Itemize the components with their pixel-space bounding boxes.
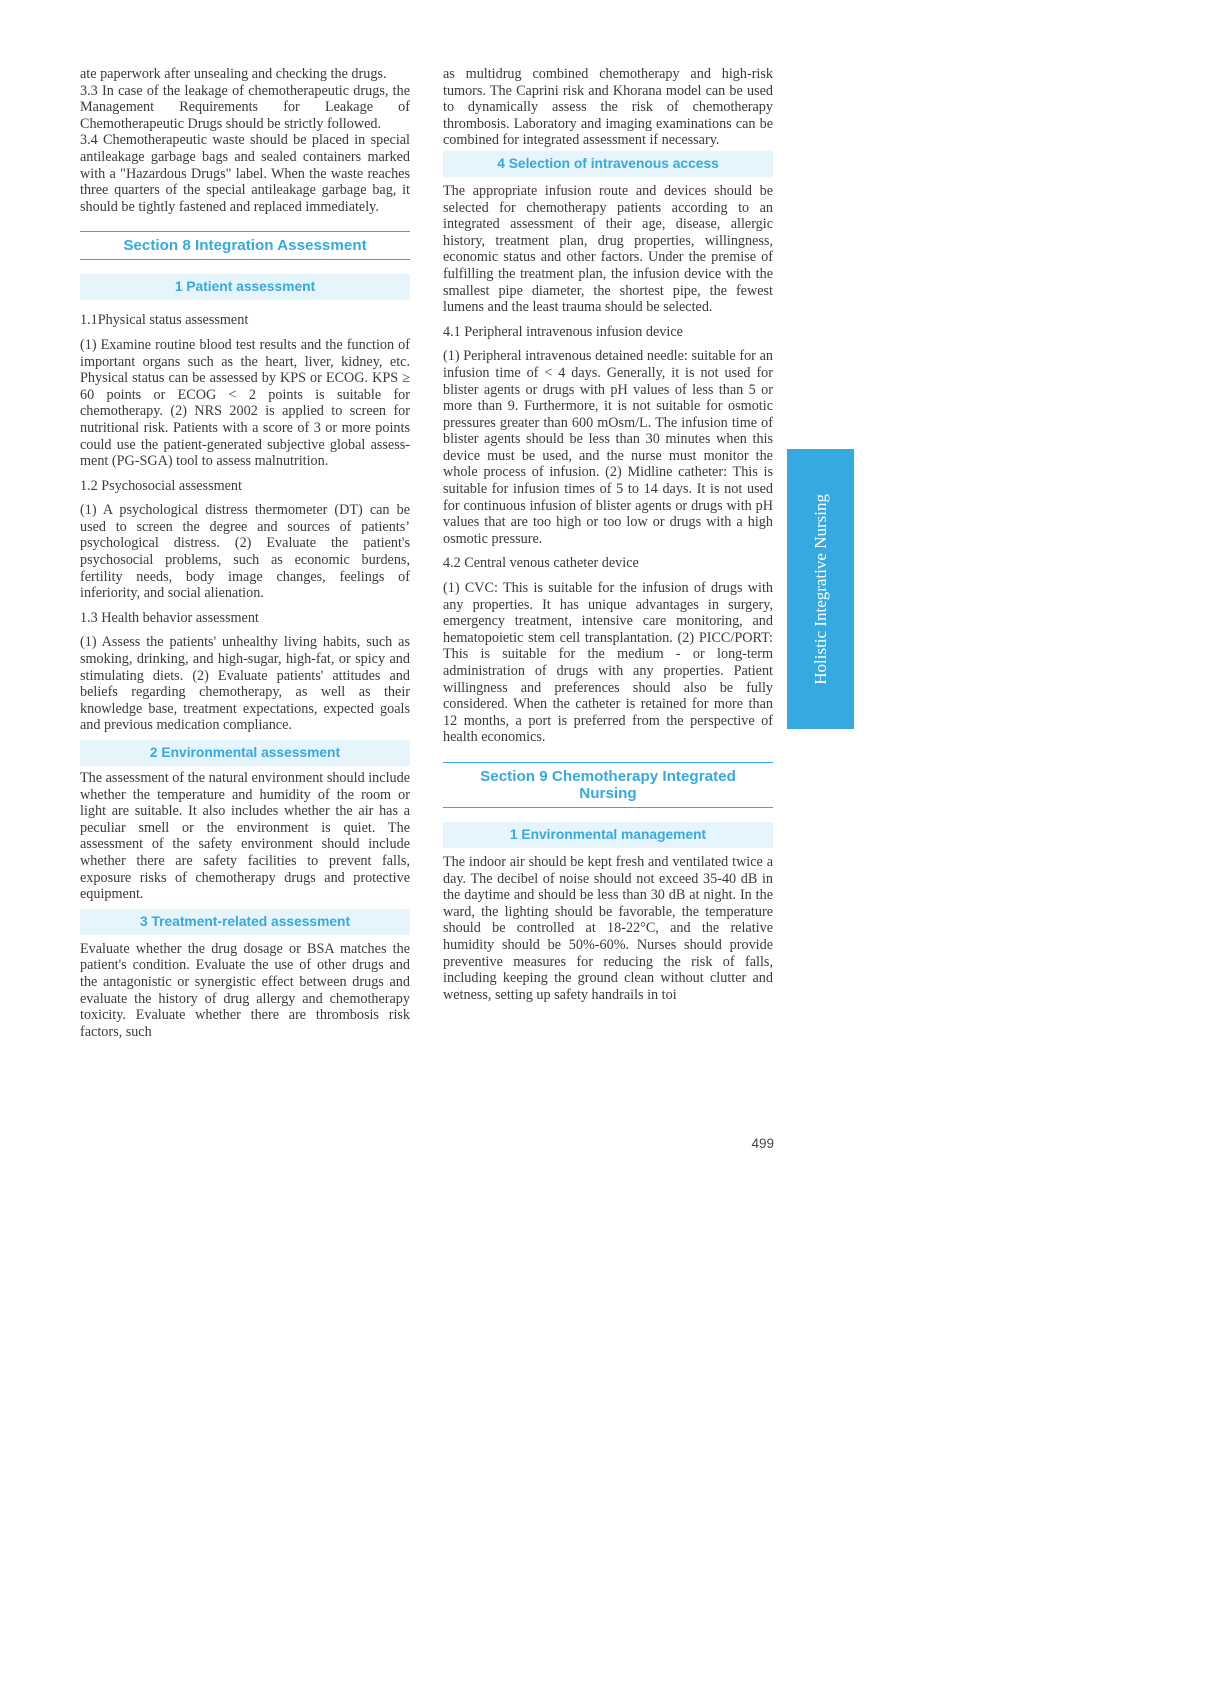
paragraph-1-3: (1) Assess the patients' unhealthy living habits, such as smoking, drinking, and high-sugar, high-fat, or spicy and stimulating diets. (2) Evaluate patients' attitudes and beliefs regarding chemotherapy, as well as their knowledge base, treatment expectations, expected goals and previous medication compliance. [80,634,410,734]
journal-side-tab-label: Holistic Integrative Nursing [810,493,830,685]
heading-patient-assessment: 1 Patient assessment [80,274,410,300]
section-8-title: Section 8 Integration Assessment [80,231,410,260]
paragraph-1-1: (1) Examine routine blood test results and the function of important organs such as the heart, liver, kidney, etc. Physical status can be assessed by KPS or ECOG. KPS ≥ 60 points or ECOG < 2 points is suitable for chemotherapy. (2) NRS 2002 is applied to screen for nutritional risk. Patients with a score of 3 or more points could use the patient-generated subjective global assessment (PG-SGA) tool to assess malnutrition. [80,336,410,470]
paragraph-intravenous-access: The appropriate infusion route and devices should be selected for chemotherapy patients according to an integrated assessment of their age, disease, allergic history, treatment plan, drug properties, willingness, economic status and other factors. Under the premise of fulfilling the treatment plan, the infusion device with the smallest pipe diameter, the shortest pipe, the fewest lumens and the least trauma should be selected. [443,182,773,316]
paragraph-continuation-right: as multidrug combined chemotherapy and high-risk tumors. The Caprini risk and Khorana model can be used to dynamically assess the risk of chemotherapy thrombosis. Laboratory and imaging examinations can be combined for integrated assessment if necessary. [443,66,773,149]
subheading-1-3: 1.3 Health behavior assessment [80,609,259,626]
heading-treatment-assessment: 3 Treatment-related assessment [80,909,410,935]
subheading-4-1: 4.1 Peripheral intravenous infusion device [443,323,683,340]
paragraph-3-4: 3.4 Chemotherapeutic waste should be placed in special antileakage garbage bags and sealed containers marked with a "Hazardous Drugs" label. When the waste reaches three quarters of the special antileakage garbage bag, it should be tightly fastened and replaced immediately. [80,132,410,215]
heading-intravenous-access: 4 Selection of intravenous access [443,151,773,177]
left-column [80,66,410,1040]
subheading-1-1: 1.1Physical status assessment [80,312,249,329]
journal-side-tab [787,449,854,729]
paragraph-4-1: (1) Peripheral intravenous detained needle: suitable for an infusion time of < 4 days. Generally, it is not used for blister agents or drugs with pH values of less than 5 or more than 9. Furthermore, it is not suitable for osmotic pressures greater than 600 mOsm/L. The infusion time of blister agents should be less than 30 minutes when this device must be used, and the nurse must monitor the whole process of infusion. (2) Midline catheter: This is suitable for infusion times of 5 to 14 days. It is not used for continuous infusion of blister agents or drugs with pH values that are too high or too low or drugs with a high osmotic pressure. [443,348,773,547]
subheading-1-2: 1.2 Psychosocial assessment [80,477,242,494]
paragraph-4-2: (1) CVC: This is suitable for the infusion of drugs with any properties. It has unique advantages in surgery, emergency treatment, intensive care monitoring, and hematopoietic stem cell transplantation. (2) PICC/PORT: This is suitable for the medium - or long-term administration of drugs with any properties. Patient willingness and preferences should also be fully considered. When the catheter is retained for more than 12 months, a port is preferred from the perspective of health economics. [443,580,773,746]
right-column [443,66,773,1003]
paragraph-environmental-assessment: The assessment of the natural environment should include whether the temperature and humidity of the room or light are suitable. It also includes whether the air has a peculiar smell or the environment is quiet. The assessment of the safety environment should include whether there are safety facilities to prevent falls, exposure risks of chemotherapy drugs and protective equipment. [80,770,410,903]
paragraph-treatment-assessment: Evaluate whether the drug dosage or BSA matches the patient's condition. Evaluate the use of other drugs and the antagonistic or synergistic effect between drugs and evaluate the history of drug allergy and chemotherapy toxicity. Evaluate whether there are thrombosis risk factors, such [80,940,410,1040]
heading-environmental-management: 1 Environmental management [443,822,773,848]
paragraph-1-2: (1) A psychological distress thermometer (DT) can be used to screen the degree and sources of patients’ psychological distress. (2) Evaluate the patient's psychosocial problems, such as economic burdens, fertility needs, body image changes, feelings of inferiority, and social alienation. [80,502,410,602]
page-number: 499 [751,1136,774,1151]
heading-environmental-assessment: 2 Environmental assessment [80,740,410,766]
paragraph-environmental-management: The indoor air should be kept fresh and ventilated twice a day. The decibel of noise should not exceed 35-40 dB in the daytime and should be less than 30 dB at night. In the ward, the lighting should be favorable, the temperature should be controlled at 18-22°C, and the relative humidity should be 50%-60%. Nurses should provide preventive measures for reducing the risk of falls, including keeping the ground clean without clutter and wetness, setting up safety handrails in toi [443,853,773,1003]
section-9-title: Section 9 Chemotherapy Integrated Nursing [443,762,773,808]
paragraph-3-3: 3.3 In case of the leakage of chemotherapeutic drugs, the Management Requirements for Leakage of Chemotherapeutic Drugs should be strictly followed. [80,82,410,132]
subheading-4-2: 4.2 Central venous catheter device [443,555,639,572]
paragraph-continuation: ate paperwork after unsealing and checking the drugs. [80,66,387,82]
